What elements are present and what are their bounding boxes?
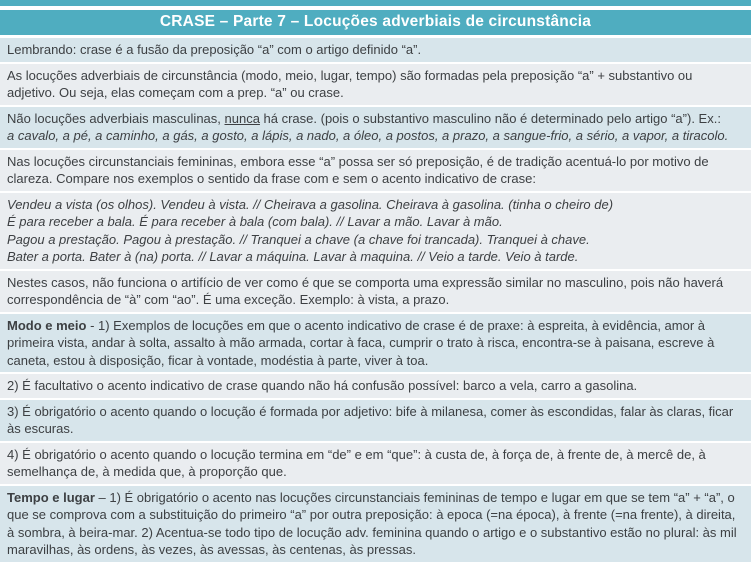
section-modo-e-meio [0,314,751,373]
section-regra-4-de-que [0,443,751,484]
underlined-word: nunca [224,110,260,126]
section-tempo-e-lugar [0,486,751,562]
paragraph-text: Nas locuções circunstanciais femininas, embora esse “a” possa ser só preposição, é de tradição acentuá-lo por motivo de clareza. Compare nos exemplos o sentido da frase com e sem o acento indicativo de crase: [7,153,709,186]
paragraph-text: – 1) É obrigatório o acento nas locuções circunstanciais femininas de tempo e lugar em que se tem “a” + “a”, o que se comprova com a substituição do primeiro “a” por outra preposição: à epoca (=na época), à frente (=na frente), à direita, à sombra, à beira-mar. 2) Acentua-se todo tipo de locução adv. feminina quando o artigo e o substantivo estão no plural: às mil maravilhas, às ordens, às vezes, às avessas, às centenas, às pressas. [7,489,737,557]
section-regra-3-adjetivo [0,400,751,441]
paragraph-text: Não locuções adverbiais masculinas, nunca há crase. (pois o substantivo masculino não é determinado pelo artigo “a”). Ex.: [7,110,721,126]
paragraph-text: Nestes casos, não funciona o artifício de ver como é que se comporta uma expressão similar no masculino, pois não haverá correspondência de “à” com “ao”. É uma exceção. Exemplo: à vista, a prazo. [7,274,724,307]
top-accent-strip [0,0,751,6]
paragraph-text: Lembrando: crase é a fusão da preposição “a” com o artigo definido “a”. [7,42,422,57]
example-line: Vendeu a vista (os olhos). Vendeu à vista. // Cheirava a gasolina. Cheirava à gasolina. (tinha o cheiro de) [7,196,614,212]
example-line: Pagou a prestação. Pagou à prestação. // Tranquei a chave (a chave foi trancada). Tranquei à chave. [7,231,590,247]
example-line: É para receber a bala. É para receber à bala (com bala). // Lavar a mão. Lavar à mão. [7,214,503,229]
content-sections [0,38,751,562]
section-locucoes-femininas [0,150,751,191]
examples-line: a cavalo, a pé, a caminho, a gás, a gosto, a lápis, a nado, a óleo, a postos, a prazo, a sangue-frio, a sério, a vapor, a tiracolo. [7,128,729,143]
section-lembrando [0,38,751,62]
section-regra-2-facultativo [0,374,751,398]
example-line: Bater a porta. Bater à (na) porta. // Lavar a máquina. Lavar à maquina. // Veio a tarde. Veio à tarde. [7,249,579,264]
section-exemplos-comparacao [0,193,751,269]
paragraph-text: - 1) Exemplos de locuções em que o acento indicativo de crase é de praxe: à espreita, à evidência, amor à primeira vista, andar à solta, assalto à mão armada, cortar à faca, cumprir o trato à risca, encontra-se à paisana, escreve à caneta, estou à disposição, ficar à vontade, modéstia à parte, viver à toa. [7,317,715,368]
section-heading: Modo e meio [7,317,87,333]
page-title: CRASE – Parte 7 – Locuções adverbiais de circunstância [0,10,751,35]
section-locucoes-masculinas [0,107,751,148]
section-locucoes-definicao [0,64,751,105]
section-nestes-casos [0,271,751,312]
paragraph-text: As locuções adverbiais de circunstância (modo, meio, lugar, tempo) são formadas pela preposição “a” + substantivo ou adjetivo. Ou seja, elas começam com a prep. “a” ou crase. [7,67,693,100]
paragraph-text: 3) É obrigatório o acento quando o locução é formada por adjetivo: bife à milanesa, comer às escondidas, falar às claras, ficar às escuras. [7,403,734,436]
paragraph-text: 2) É facultativo o acento indicativo de crase quando não há confusão possível: barco a vela, carro a gasolina. [7,378,638,393]
paragraph-text: 4) É obrigatório o acento quando o locução termina em “de” e em “que”: à custa de, à força de, à frente de, à mercê de, à semelhança de, à medida que, à proporção que. [7,446,706,479]
section-heading: Tempo e lugar [7,489,95,505]
